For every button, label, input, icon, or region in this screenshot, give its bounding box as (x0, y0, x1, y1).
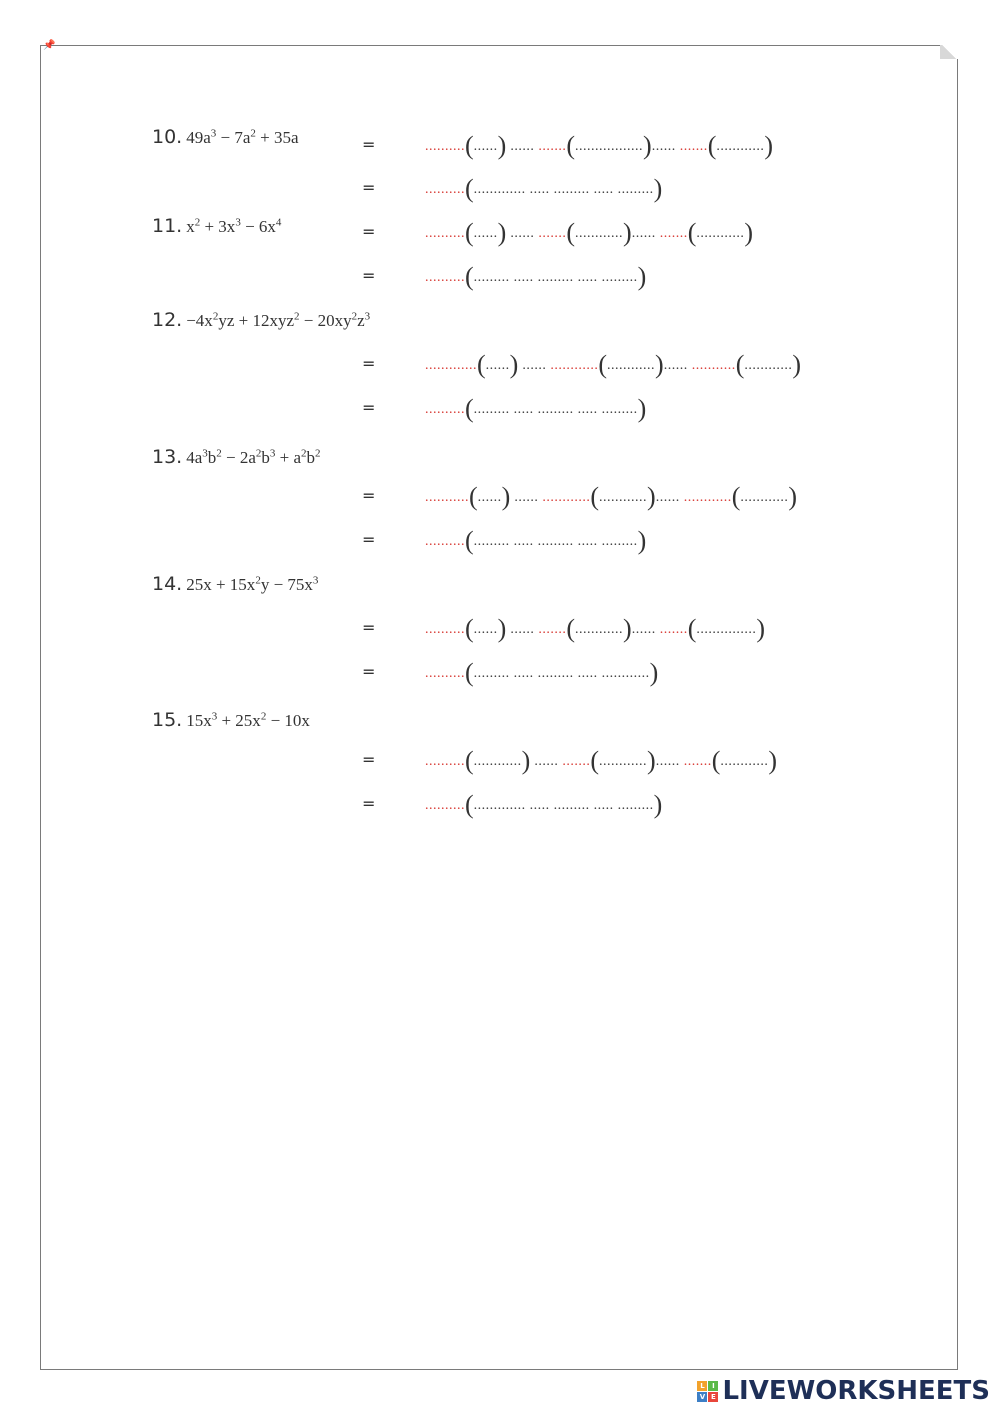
problem-number: 12. (152, 309, 183, 331)
parenthesis: ) (653, 790, 663, 819)
factor-blank[interactable]: ........... (691, 358, 736, 373)
term-blank[interactable]: ...... (473, 622, 498, 637)
parenthesis: ) (497, 614, 507, 643)
parenthesis: ) (501, 482, 511, 511)
parenthesis: ) (497, 131, 507, 160)
factor-blank[interactable]: ....... (538, 139, 567, 154)
factor-blank[interactable]: .......... (425, 798, 465, 813)
factor-blank[interactable]: .......... (425, 754, 465, 769)
problem-11 (152, 215, 281, 237)
equals-sign: = (362, 662, 376, 681)
term-blank[interactable]: ............ (607, 358, 656, 373)
parenthesis: ( (590, 482, 600, 511)
parenthesis: ) (521, 746, 531, 775)
factor-blank[interactable]: .......... (425, 622, 465, 637)
equals-sign: = (362, 486, 376, 505)
term-blank[interactable]: ............ (599, 754, 648, 769)
factor-blank[interactable]: .......... (425, 226, 465, 241)
factor-blank[interactable]: ....... (538, 226, 567, 241)
term-blank[interactable]: ......... ..... ......... ..... ......... (473, 402, 638, 417)
problem-number: 14. (152, 573, 183, 595)
parenthesis: ( (707, 131, 717, 160)
factor-blank[interactable]: .......... (425, 402, 465, 417)
parenthesis: ( (465, 131, 474, 160)
term-blank[interactable]: ......... ..... ......... ..... ......... (473, 270, 638, 285)
parenthesis: ( (566, 131, 576, 160)
parenthesis: ) (497, 218, 507, 247)
parenthesis: ( (465, 262, 474, 291)
term-blank[interactable]: ............... (696, 622, 757, 637)
factor-blank[interactable]: .......... (425, 182, 465, 197)
factor-blank[interactable]: ....... (659, 226, 688, 241)
problem-expression: $15x^3 + 25x^2 - 10x$ (186, 710, 310, 730)
parenthesis: ) (764, 131, 774, 160)
parenthesis: ( (465, 174, 474, 203)
term-blank[interactable]: ............. ..... ......... ..... ......... (473, 798, 654, 813)
liveworksheets-logo (697, 1376, 990, 1406)
factor-blank[interactable]: ............ (550, 358, 599, 373)
parenthesis: ) (637, 526, 647, 555)
factor-blank[interactable]: .......... (425, 270, 465, 285)
term-blank[interactable]: ...... (506, 622, 539, 637)
term-blank[interactable]: ................. (575, 139, 644, 154)
term-blank[interactable]: ............ (473, 754, 522, 769)
problem-expression: $4a^3b^2 - 2a^2b^3 + a^2b^2$ (186, 447, 321, 467)
factor-blank[interactable]: ....... (562, 754, 591, 769)
parenthesis: ( (711, 746, 721, 775)
answer-line-1[interactable] (425, 746, 777, 776)
parenthesis: ) (649, 658, 659, 687)
term-blank[interactable]: ...... (506, 226, 539, 241)
parenthesis: ( (465, 658, 474, 687)
equals-sign: = (362, 794, 376, 813)
problem-12 (152, 309, 370, 331)
parenthesis: ) (788, 482, 798, 511)
parenthesis: ( (465, 746, 474, 775)
equals-sign: = (362, 750, 376, 769)
equals-sign: = (362, 354, 376, 373)
term-blank[interactable]: ............ (696, 226, 745, 241)
parenthesis: ( (566, 218, 576, 247)
logo-mark-tile: L (697, 1381, 707, 1391)
term-blank[interactable]: ...... (477, 490, 502, 505)
pin-icon: 📌 (43, 40, 56, 51)
term-blank[interactable]: ............ (575, 622, 624, 637)
equals-sign: = (362, 222, 376, 241)
parenthesis: ( (477, 350, 486, 379)
parenthesis: ) (647, 746, 656, 775)
factor-blank[interactable]: ........... (425, 490, 469, 505)
answer-line-1[interactable] (425, 350, 801, 380)
parenthesis: ) (623, 218, 632, 247)
problem-number: 15. (152, 709, 183, 731)
answer-line-2[interactable] (425, 174, 662, 204)
factor-blank[interactable]: ....... (538, 622, 567, 637)
answer-line-1[interactable] (425, 482, 797, 512)
problem-expression: $x^2 + 3x^3 - 6x^4$ (186, 216, 282, 236)
parenthesis: ) (643, 131, 652, 160)
term-blank[interactable]: ......... ..... ......... ..... ......... (473, 534, 638, 549)
problem-expression: $25x + 15x^2y - 75x^3$ (186, 574, 319, 594)
logo-text: LIVEWORKSHEETS (722, 1376, 990, 1406)
parenthesis: ( (598, 350, 608, 379)
term-blank[interactable]: ...... (473, 139, 498, 154)
answer-line-2[interactable] (425, 394, 646, 424)
problem-expression: $49a^3 - 7a^2 + 35a$ (186, 127, 299, 147)
parenthesis: ) (756, 614, 766, 643)
parenthesis: ) (623, 614, 632, 643)
term-blank[interactable]: ...... (655, 490, 684, 505)
parenthesis: ) (655, 350, 664, 379)
factor-blank[interactable]: ............. (425, 358, 477, 373)
factor-blank[interactable]: .......... (425, 666, 465, 681)
term-blank[interactable]: ............ (720, 754, 769, 769)
term-blank[interactable]: ......... ..... ......... ..... ............ (473, 666, 650, 681)
term-blank[interactable]: ...... (663, 358, 692, 373)
term-blank[interactable]: ...... (655, 754, 684, 769)
equals-sign: = (362, 135, 376, 154)
parenthesis: ) (647, 482, 656, 511)
factor-blank[interactable]: .......... (425, 139, 465, 154)
factor-blank[interactable]: .......... (425, 534, 465, 549)
parenthesis: ( (465, 526, 474, 555)
parenthesis: ( (465, 218, 474, 247)
answer-line-2[interactable] (425, 526, 646, 556)
parenthesis: ( (465, 394, 474, 423)
factor-blank[interactable]: ....... (683, 754, 712, 769)
term-blank[interactable]: ............. ..... ......... ..... ......... (473, 182, 654, 197)
term-blank[interactable]: ............ (716, 139, 765, 154)
term-blank[interactable]: ...... (651, 139, 680, 154)
equals-sign: = (362, 398, 376, 417)
logo-mark-tile: V (697, 1392, 707, 1402)
parenthesis: ) (509, 350, 519, 379)
factor-blank[interactable]: ............ (542, 490, 591, 505)
problem-number: 13. (152, 446, 183, 468)
term-blank[interactable]: ............ (575, 226, 624, 241)
answer-line-2[interactable] (425, 262, 646, 292)
term-blank[interactable]: ...... (631, 226, 660, 241)
problem-15 (152, 709, 310, 731)
parenthesis: ( (687, 614, 697, 643)
term-blank[interactable]: ...... (518, 358, 551, 373)
parenthesis: ) (792, 350, 802, 379)
term-blank[interactable]: ...... (473, 226, 498, 241)
term-blank[interactable]: ...... (485, 358, 510, 373)
term-blank[interactable]: ............ (744, 358, 793, 373)
equals-sign: = (362, 178, 376, 197)
parenthesis: ) (744, 218, 754, 247)
factor-blank[interactable]: ....... (659, 622, 688, 637)
answer-line-2[interactable] (425, 790, 662, 820)
factor-blank[interactable]: ............ (683, 490, 732, 505)
parenthesis: ( (590, 746, 600, 775)
parenthesis: ( (731, 482, 741, 511)
term-blank[interactable]: ...... (510, 490, 543, 505)
problem-number: 10. (152, 126, 183, 148)
parenthesis: ( (469, 482, 478, 511)
parenthesis: ( (735, 350, 745, 379)
term-blank[interactable]: ............ (599, 490, 648, 505)
parenthesis: ) (653, 174, 663, 203)
equals-sign: = (362, 530, 376, 549)
page-fold-corner (940, 45, 958, 59)
logo-mark-tile: I (708, 1381, 718, 1391)
term-blank[interactable]: ...... (530, 754, 563, 769)
problem-expression: $-4x^2yz + 12xyz^2 - 20xy^2z^3$ (186, 310, 371, 330)
parenthesis: ) (637, 394, 647, 423)
term-blank[interactable]: ...... (506, 139, 539, 154)
factor-blank[interactable]: ....... (679, 139, 708, 154)
problem-14 (152, 573, 318, 595)
parenthesis: ( (566, 614, 576, 643)
problem-number: 11. (152, 215, 183, 237)
parenthesis: ( (687, 218, 697, 247)
parenthesis: ( (465, 790, 474, 819)
logo-mark-tile: E (708, 1392, 718, 1402)
equals-sign: = (362, 266, 376, 285)
parenthesis: ) (637, 262, 647, 291)
parenthesis: ) (768, 746, 778, 775)
problem-10 (152, 126, 299, 148)
equals-sign: = (362, 618, 376, 637)
term-blank[interactable]: ...... (631, 622, 660, 637)
answer-line-2[interactable] (425, 658, 658, 688)
answer-line-1[interactable] (425, 614, 765, 644)
answer-line-1[interactable] (425, 131, 773, 161)
logo-mark-icon (697, 1381, 718, 1402)
answer-line-1[interactable] (425, 218, 753, 248)
parenthesis: ( (465, 614, 474, 643)
term-blank[interactable]: ............ (740, 490, 789, 505)
problem-13 (152, 446, 321, 468)
